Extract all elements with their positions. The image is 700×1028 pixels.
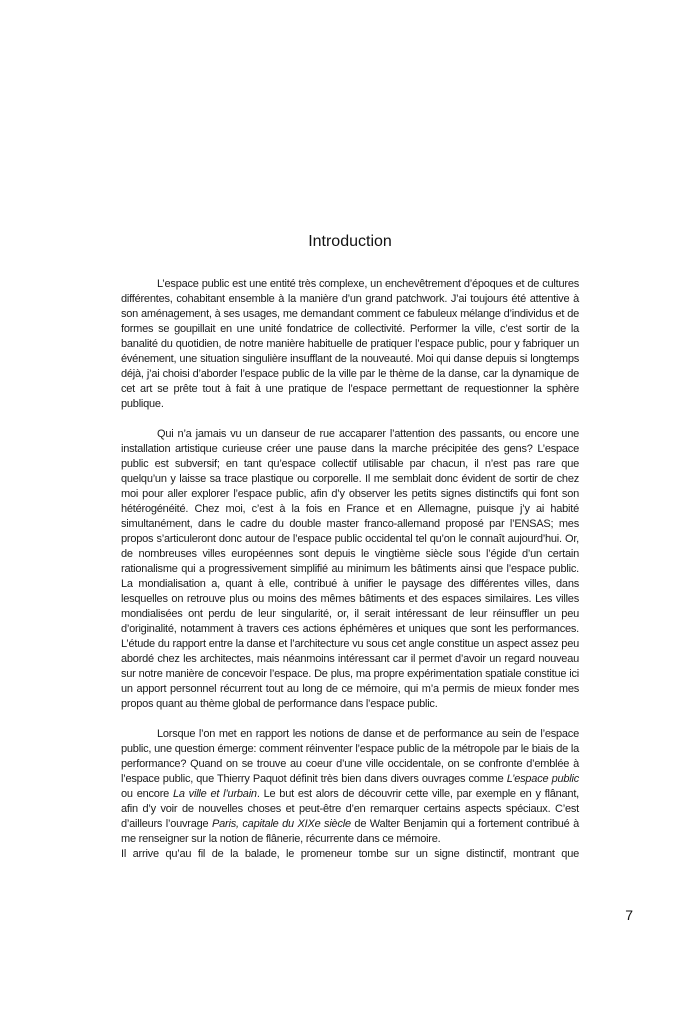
paragraph-2 (121, 427, 579, 712)
paragraph-1-text: L’espace public est une entité très complexe, un enchevêtrement d’époques et de cultures différentes, cohabitant ensemble à la manière d’un grand patchwork. J’ai toujours été attentive à son aménagement, à ses usages, me demandant comment ce fabuleux mélange d’individus et de formes se goupillait en une unité fondatrice de collectivité. Performer la ville, c’est sortir de la banalité du quotidien, de notre manière habituelle de pratiquer l’espace public, pour y fabriquer un événement, une situation singulière insufflant de la nouveauté. Moi qui danse depuis si longtemps déjà, j’ai choisi d’aborder l’espace public de la ville par le thème de la danse, car la dynamique de cet art se prête tout à fait à une pratique de l’espace permettant de requestionner la sphère publique. (121, 278, 579, 410)
page-number: 7 (625, 907, 633, 923)
paragraph-3-text-3: . Le but est alors de découvrir cette ville, par exemple en y flânant, afin d’y voir de nouvelles choses et peut-être d’en remarquer certains aspects spéciaux. C’est d’ailleurs l’ouvrage (121, 788, 579, 830)
page-title: Introduction (308, 233, 392, 250)
paragraph-1 (121, 277, 579, 412)
paragraph-4-text: Il arrive qu’au fil de la balade, le promeneur tombe sur un signe distinctif, montrant que (121, 848, 579, 860)
book-title-espace-public: L’espace public (506, 773, 579, 785)
paragraph-3-text-4: de Walter Benjamin qui a fortement contribué à me renseigner sur la notion de flânerie, récurrente dans ce mémoire. (121, 818, 579, 845)
book-title-ville-urbain: La ville et l’urbain (172, 788, 257, 800)
body-text (121, 277, 579, 862)
paragraph-3-text-2: ou encore (121, 788, 173, 800)
paragraph-3 (121, 727, 579, 847)
paragraph-3-text-1: Lorsque l’on met en rapport les notions de danse et de performance au sein de l’espace public, une question émerge: comment réinventer l’espace public de la métropole par le biais de la performance? Quand on se trouve au coeur d’une ville occidentale, on se confronte d’emblée à l’espace public, que Thierry Paquot définit très bien dans divers ouvrages comme (121, 728, 579, 785)
paragraph-2-text: Qui n’a jamais vu un danseur de rue accaparer l’attention des passants, ou encore une installation artistique curieuse créer une pause dans la marche précipitée des gens? L’espace public est subversif; en tant qu’espace collectif utilisable par chacun, il n’est pas rare que quelqu’un y laisse sa trace plastique ou corporelle. Il me semblait donc évident de sortir de chez moi pour aller explorer l’espace public, afin d’y observer les petits signes distinctifs qui font son hétérogénéité. Chez moi, c’est à la fois en France et en Allemagne, puisque j’y ai habité simultanément, dans le cadre du double master franco-allemand proposé par l’ENSAS; mes propos s’articuleront donc autour de l’espace public occidental tel qu’on le connaît aujourd’hui. Or, de nombreuses villes européennes sont depuis le vingtième siècle sous l’égide d’un certain rationalisme qui a progressivement simplifié au minimum les bâtiments ainsi que l’espace public. La mondialisation a, quant à elle, contribué à unifier le paysage des différentes villes, dans lesquelles on retrouve plus ou moins des mêmes bâtiments et des espaces similaires. Les villes mondialisées ont perdu de leur singularité, or, il serait intéressant de leur réinsuffler un peu d’originalité, notamment à travers ces actions éphémères et uniques que sont les performances. L’étude du rapport entre la danse et l’architecture vu sous cet angle constitue un aspect assez peu abordé chez les architectes, mais néanmoins intéressant car il permet d’avoir un regard nouveau sur notre manière de concevoir l’espace. De plus, ma propre expérimentation spatiale constitue ici un apport personnel récurrent tout au long de ce mémoire, qui m’a permis de mieux fonder mes propos quant au thème global de performance dans l’espace public. (121, 428, 579, 710)
book-title-paris-capitale: Paris, capitale du XIXe siècle (212, 818, 351, 830)
paragraph-4 (121, 847, 579, 862)
